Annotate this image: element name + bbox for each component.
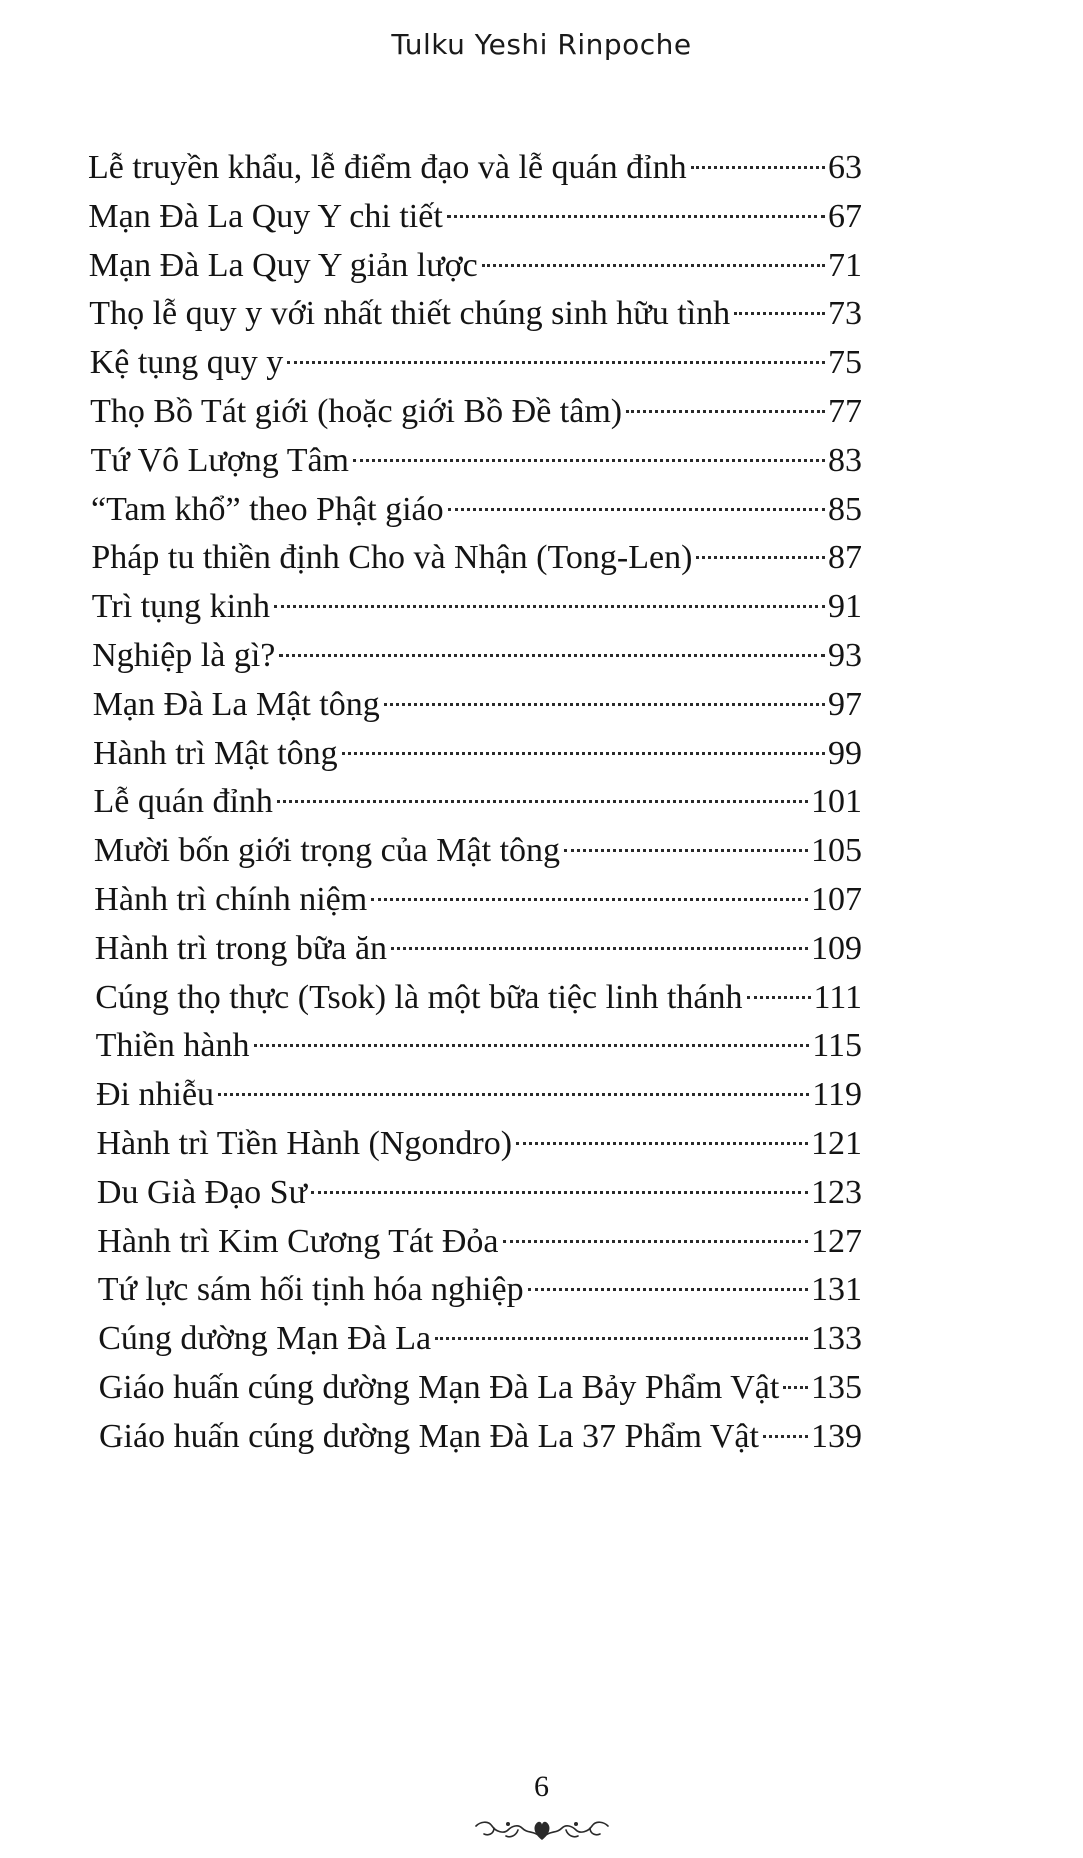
toc-entry-title: Lễ truyền khẩu, lễ điểm đạo và lễ quán đỉnh <box>88 149 687 186</box>
toc-entry-title: Mười bốn giới trọng của Mật tông <box>93 832 561 870</box>
toc-entry-title: Hành trì Mật tông <box>93 734 338 772</box>
toc-entry-title: Mạn Đà La Quy Y giản lược <box>88 246 478 284</box>
dot-leader <box>371 898 808 901</box>
dot-leader <box>287 361 825 364</box>
dot-leader <box>516 1142 808 1145</box>
toc-entry-page: 75 <box>827 344 862 382</box>
toc-entry[interactable] <box>99 1409 862 1465</box>
dot-leader <box>691 166 825 169</box>
toc-entry-title: Du Già Đạo Sư <box>96 1173 308 1211</box>
toc-entry[interactable] <box>93 677 862 733</box>
dot-leader <box>342 752 825 755</box>
toc-entry-title: Thiền hành <box>95 1027 250 1065</box>
dot-leader <box>503 1240 808 1243</box>
toc-entry-page: 73 <box>827 295 862 333</box>
dot-leader <box>254 1044 810 1047</box>
toc-entry-page: 93 <box>827 637 862 674</box>
toc-entry-title: Thọ Bồ Tát giới (hoặc giới Bồ Đề tâm) <box>90 393 623 430</box>
page-number: 6 <box>534 1770 549 1803</box>
toc-entry[interactable] <box>97 1165 862 1221</box>
toc-entry-page: 123 <box>810 1173 862 1211</box>
toc-entry[interactable] <box>92 579 862 635</box>
toc-entry[interactable] <box>93 726 862 782</box>
dot-leader <box>626 410 825 413</box>
toc-entry-title: Kệ tụng quy y <box>89 344 284 382</box>
toc-entry-page: 101 <box>811 783 862 821</box>
toc-entry[interactable] <box>95 970 862 1026</box>
toc-entry-page: 115 <box>812 1027 862 1065</box>
toc-entry[interactable] <box>88 189 862 245</box>
toc-entry[interactable] <box>91 433 863 489</box>
dot-leader <box>528 1288 808 1291</box>
dot-leader <box>734 312 825 315</box>
toc-entry-title: Trì tụng kinh <box>91 588 271 626</box>
dot-leader <box>564 849 808 852</box>
toc-entry[interactable] <box>91 530 862 586</box>
toc-entry[interactable] <box>92 628 862 684</box>
toc-entry-page: 135 <box>810 1369 862 1406</box>
dot-leader <box>391 947 808 950</box>
toc-entry[interactable] <box>95 921 862 977</box>
toc-entry-title: Hành trì chính niệm <box>94 881 368 918</box>
running-header: Tulku Yeshi Rinpoche <box>391 28 692 61</box>
dot-leader <box>783 1386 808 1389</box>
toc-entry-title: “Tam khổ” theo Phật giáo <box>91 490 444 528</box>
dot-leader <box>353 459 825 462</box>
toc-entry-page: 107 <box>810 881 862 918</box>
dot-leader <box>274 605 825 608</box>
toc-entry-page: 105 <box>810 832 862 870</box>
toc-entry-title: Tứ Vô Lượng Tâm <box>90 441 350 479</box>
toc-entry[interactable] <box>96 1018 862 1074</box>
dot-leader <box>482 264 825 267</box>
toc-entry-page: 77 <box>827 393 862 430</box>
dot-leader <box>747 996 811 999</box>
toc-entry[interactable] <box>89 238 862 294</box>
toc-entry-page: 97 <box>827 685 862 723</box>
toc-entry[interactable] <box>98 1262 862 1318</box>
toc-entry-page: 121 <box>811 1125 862 1162</box>
toc-entry[interactable] <box>99 1360 862 1416</box>
dot-leader <box>448 508 825 511</box>
toc-entry-page: 63 <box>828 149 862 186</box>
toc-entry-page: 109 <box>810 929 862 967</box>
toc-entry-title: Cúng dường Mạn Đà La <box>98 1320 432 1358</box>
dot-leader <box>763 1435 808 1438</box>
toc-entry[interactable] <box>97 1116 863 1172</box>
dot-leader <box>218 1093 809 1096</box>
toc-entry-page: 83 <box>828 441 862 479</box>
toc-entry[interactable] <box>94 823 862 879</box>
toc-entry-title: Giáo huấn cúng dường Mạn Đà La Bảy Phẩm Vật <box>98 1369 780 1406</box>
toc-entry-title: Giáo huấn cúng dường Mạn Đà La 37 Phẩm Vật <box>99 1417 759 1455</box>
toc-entry-page: 139 <box>811 1417 862 1455</box>
toc-entry[interactable] <box>90 384 862 440</box>
dot-leader <box>696 556 825 559</box>
toc-entry-page: 119 <box>812 1076 862 1114</box>
toc-entry-page: 85 <box>828 490 862 528</box>
toc-entry[interactable] <box>98 1311 862 1367</box>
toc-entry-title: Thọ lễ quy y với nhất thiết chúng sinh hữu tình <box>89 295 731 333</box>
toc-entry-title: Mạn Đà La Mật tông <box>92 685 380 723</box>
toc-entry[interactable] <box>94 774 863 830</box>
dot-leader <box>311 1191 808 1194</box>
toc-entry-page: 67 <box>827 197 862 235</box>
toc-entry-page: 91 <box>827 588 862 626</box>
dot-leader <box>277 800 808 803</box>
toc-entry-page: 71 <box>827 246 862 284</box>
toc-entry-title: Cúng thọ thực (Tsok) là một bữa tiệc linh thánh <box>95 978 743 1016</box>
toc-entry-title: Mạn Đà La Quy Y chi tiết <box>88 197 443 235</box>
toc-entry-title: Hành trì trong bữa ăn <box>94 929 388 967</box>
dot-leader <box>435 1337 808 1340</box>
toc-entry[interactable] <box>91 482 862 538</box>
toc-entry[interactable] <box>90 335 862 391</box>
toc-entry-page: 111 <box>813 978 862 1016</box>
toc-entry-title: Hành trì Tiền Hành (Ngondro) <box>96 1125 513 1162</box>
toc-entry-page: 133 <box>810 1320 862 1358</box>
toc-entry[interactable] <box>96 1067 862 1123</box>
toc-entry-title: Tứ lực sám hối tịnh hóa nghiệp <box>97 1271 524 1309</box>
toc-entry-page: 87 <box>827 539 862 577</box>
toc-entry[interactable] <box>97 1214 862 1270</box>
toc-entry-title: Hành trì Kim Cương Tát Đỏa <box>97 1222 499 1260</box>
dot-leader <box>279 654 825 657</box>
toc-entry[interactable] <box>88 140 862 196</box>
floral-ornament-icon <box>472 1812 612 1844</box>
dot-leader <box>447 215 825 218</box>
toc-entry[interactable] <box>89 286 862 342</box>
toc-entry-page: 127 <box>810 1222 862 1260</box>
toc-entry[interactable] <box>94 872 862 928</box>
toc-entry-page: 99 <box>827 734 862 772</box>
toc-entry-title: Pháp tu thiền định Cho và Nhận (Tong-Len) <box>91 539 693 577</box>
dot-leader <box>384 703 825 706</box>
toc-entry-title: Đi nhiễu <box>96 1076 215 1114</box>
toc-entry-page: 131 <box>810 1271 862 1309</box>
toc-entry-title: Lễ quán đỉnh <box>93 783 273 821</box>
toc-entry-title: Nghiệp là gì? <box>92 637 276 674</box>
